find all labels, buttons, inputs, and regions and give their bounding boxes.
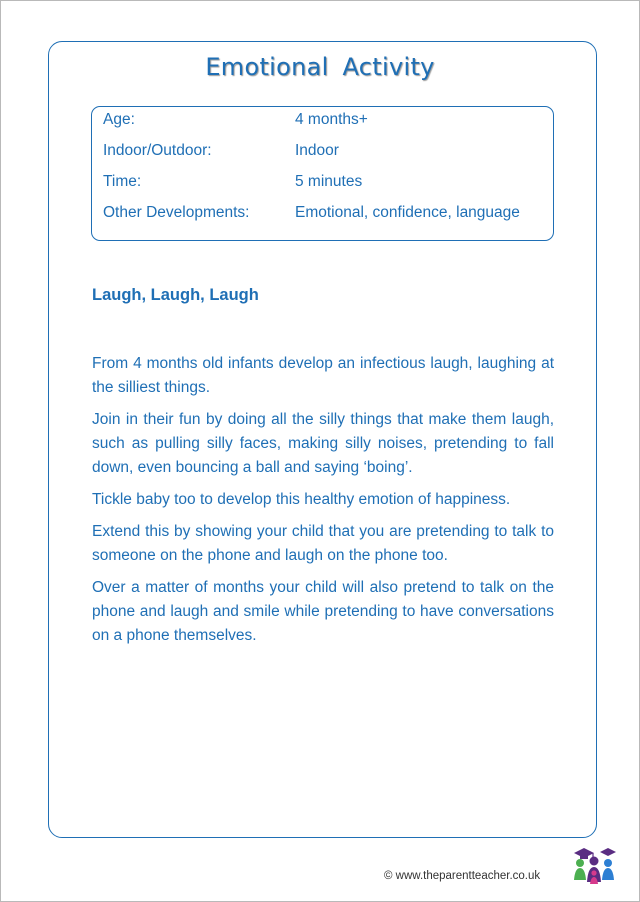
info-label: Other Developments:	[103, 204, 250, 221]
info-label: Age:	[103, 111, 135, 128]
info-label: Time:	[103, 173, 142, 190]
paragraph: Extend this by showing your child that you are pretending to talk to someone on the phone and laugh on the phone too.	[92, 523, 554, 564]
activity-info-box	[91, 106, 554, 241]
paragraph: From 4 months old infants develop an infectious laugh, laughing at the silliest things.	[92, 355, 554, 396]
info-value: Indoor	[295, 142, 339, 159]
parent-teacher-logo-icon	[571, 846, 617, 886]
activity-description	[92, 352, 554, 656]
info-value: 4 months+	[295, 111, 368, 128]
info-value: 5 minutes	[295, 173, 363, 190]
info-label: Indoor/Outdoor:	[103, 142, 212, 159]
paragraph: Tickle baby too to develop this healthy emotion of happiness.	[92, 491, 511, 508]
page-title: Emotional Activity	[205, 53, 435, 81]
paragraph: Over a matter of months your child will also pretend to talk on the phone and laugh and smile while pretending to have conversations on a phone themselves.	[92, 579, 554, 644]
info-value: Emotional, confidence, language	[295, 204, 520, 221]
paragraph: Join in their fun by doing all the silly things that make them laugh, such as pulling silly faces, making silly noises, pretending to fall down, even bouncing a ball and saying ‘boing’.	[92, 411, 554, 476]
footer-copyright: © www.theparentteacher.co.uk	[384, 870, 541, 882]
activity-subtitle: Laugh, Laugh, Laugh	[92, 286, 259, 304]
